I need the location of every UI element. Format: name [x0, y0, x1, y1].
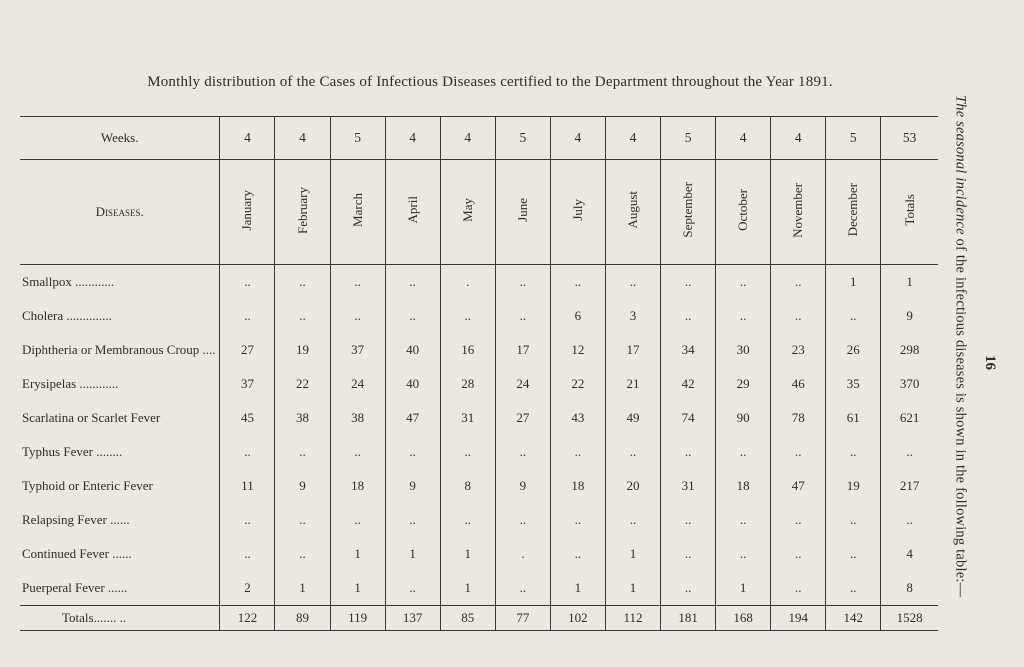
table-cell: ..: [550, 435, 605, 469]
table-cell: ..: [275, 435, 330, 469]
table-cell: ..: [330, 265, 385, 300]
total-cell: 181: [661, 606, 716, 631]
table-cell: ..: [661, 537, 716, 571]
table-row: [20, 299, 938, 333]
table-cell: 370: [881, 367, 938, 401]
column-header: September: [680, 182, 696, 238]
table-cell: 16: [440, 333, 495, 367]
table-cell: 298: [881, 333, 938, 367]
table-cell: ..: [716, 299, 771, 333]
table-cell: 9: [275, 469, 330, 503]
disease-name: Puerperal Fever ......: [20, 571, 220, 606]
weeks-cell: 4: [220, 117, 275, 160]
column-header: April: [404, 196, 420, 224]
table-cell: ..: [771, 299, 826, 333]
table-cell: 49: [605, 401, 660, 435]
total-cell: 112: [605, 606, 660, 631]
table-cell: 6: [550, 299, 605, 333]
table-cell: 38: [275, 401, 330, 435]
table-cell: 9: [881, 299, 938, 333]
table-cell: ..: [440, 299, 495, 333]
diseases-label: Diseases.: [20, 160, 220, 265]
weeks-cell: 5: [661, 117, 716, 160]
weeks-cell: 5: [495, 117, 550, 160]
table-cell: 74: [661, 401, 716, 435]
table-cell: ..: [275, 265, 330, 300]
table-cell: ..: [716, 537, 771, 571]
table-cell: 18: [330, 469, 385, 503]
table-cell: 30: [716, 333, 771, 367]
table-cell: ..: [826, 537, 881, 571]
table-cell: ..: [385, 435, 440, 469]
table-cell: 3: [605, 299, 660, 333]
table-cell: ..: [826, 571, 881, 606]
table-cell: 9: [385, 469, 440, 503]
table-cell: ..: [385, 503, 440, 537]
table-cell: ..: [771, 537, 826, 571]
table-cell: ..: [550, 503, 605, 537]
table-cell: ..: [550, 265, 605, 300]
disease-table: [20, 116, 938, 631]
table-cell: 42: [661, 367, 716, 401]
column-header: January: [239, 189, 255, 231]
disease-name: Erysipelas ............: [22, 376, 119, 391]
table-cell: ..: [275, 299, 330, 333]
table-cell: 31: [440, 401, 495, 435]
table-cell: ..: [716, 265, 771, 300]
weeks-cell: 4: [550, 117, 605, 160]
disease-name: Smallpox ............: [22, 274, 115, 289]
page-number: 16: [982, 355, 998, 370]
table-cell: ..: [716, 435, 771, 469]
table-cell: 19: [275, 333, 330, 367]
weeks-cell: 5: [330, 117, 385, 160]
table-cell: ..: [495, 503, 550, 537]
table-cell: 17: [495, 333, 550, 367]
table-cell: 22: [275, 367, 330, 401]
weeks-label: Weeks.: [20, 117, 220, 160]
table-cell: 1: [330, 571, 385, 606]
table-cell: ..: [716, 503, 771, 537]
weeks-cell: 4: [440, 117, 495, 160]
table-cell: 18: [716, 469, 771, 503]
table-cell: 21: [605, 367, 660, 401]
table-cell: ..: [495, 435, 550, 469]
table-cell: ..: [495, 265, 550, 300]
table-row: [20, 503, 938, 537]
table-cell: 40: [385, 333, 440, 367]
total-cell: 122: [220, 606, 275, 631]
table-cell: ..: [440, 435, 495, 469]
table-cell: ..: [661, 435, 716, 469]
table-cell: 9: [495, 469, 550, 503]
table-cell: 1: [605, 571, 660, 606]
table-cell: 11: [220, 469, 275, 503]
table-cell: 8: [881, 571, 938, 606]
total-cell: 85: [440, 606, 495, 631]
table-cell: 1: [881, 265, 938, 300]
table-row: [20, 571, 938, 606]
table-body: [20, 265, 938, 606]
table-cell: 35: [826, 367, 881, 401]
table-cell: ..: [220, 503, 275, 537]
table-cell: 1: [550, 571, 605, 606]
table-cell: ..: [220, 265, 275, 300]
table-cell: ..: [605, 435, 660, 469]
table-cell: 29: [716, 367, 771, 401]
column-header: Totals: [901, 194, 917, 226]
table-cell: 1: [385, 537, 440, 571]
table-cell: 1: [605, 537, 660, 571]
total-cell: 102: [550, 606, 605, 631]
table-cell: 1: [275, 571, 330, 606]
table-row: [20, 435, 938, 469]
table-cell: 1: [330, 537, 385, 571]
table-cell: .: [495, 537, 550, 571]
table-cell: 31: [661, 469, 716, 503]
table-cell: 61: [826, 401, 881, 435]
totals-row: [20, 606, 938, 631]
table-cell: 26: [826, 333, 881, 367]
table-cell: ..: [771, 571, 826, 606]
table-cell: ..: [275, 503, 330, 537]
table-cell: 40: [385, 367, 440, 401]
total-cell: 119: [330, 606, 385, 631]
weeks-cell: 4: [716, 117, 771, 160]
table-cell: ..: [771, 435, 826, 469]
column-header: February: [294, 186, 310, 234]
table-cell: 27: [220, 333, 275, 367]
table-cell: ..: [881, 435, 938, 469]
table-cell: 90: [716, 401, 771, 435]
table-cell: ..: [826, 435, 881, 469]
disease-name: Diphtheria or Membranous Croup ....: [22, 342, 216, 357]
table-cell: ..: [220, 537, 275, 571]
table-cell: 621: [881, 401, 938, 435]
table-cell: ..: [605, 503, 660, 537]
total-cell: 89: [275, 606, 330, 631]
column-header: August: [624, 191, 640, 229]
table-cell: ..: [220, 435, 275, 469]
table-cell: 1: [826, 265, 881, 300]
table-cell: ..: [385, 571, 440, 606]
table-cell: ..: [330, 435, 385, 469]
table-cell: 23: [771, 333, 826, 367]
table-cell: ..: [330, 299, 385, 333]
table-cell: 28: [440, 367, 495, 401]
total-cell: 1528: [881, 606, 938, 631]
table-cell: 27: [495, 401, 550, 435]
table-cell: ..: [495, 299, 550, 333]
table-cell: 47: [771, 469, 826, 503]
table-cell: .: [440, 265, 495, 300]
table-cell: 43: [550, 401, 605, 435]
table-cell: 1: [716, 571, 771, 606]
table-row: [20, 469, 938, 503]
disease-name: Relapsing Fever ......: [22, 512, 130, 527]
table-cell: ..: [826, 503, 881, 537]
column-header: December: [845, 183, 861, 237]
table-cell: 46: [771, 367, 826, 401]
table-cell: 2: [220, 571, 275, 606]
table-cell: ..: [771, 503, 826, 537]
table-row: [20, 333, 938, 367]
table-cell: ..: [661, 265, 716, 300]
table-cell: 217: [881, 469, 938, 503]
disease-name: Typhoid or Enteric Fever: [22, 478, 153, 493]
disease-name: Continued Fever ......: [22, 546, 132, 561]
column-header: May: [459, 198, 475, 222]
table-row: [20, 367, 938, 401]
table-cell: ..: [275, 537, 330, 571]
table-cell: ..: [220, 299, 275, 333]
side-note-italic: The seasonal incidence: [952, 94, 969, 235]
total-cell: 142: [826, 606, 881, 631]
table-cell: ..: [881, 503, 938, 537]
table-cell: ..: [771, 265, 826, 300]
disease-name: Scarlatina or Scarlet Fever: [22, 410, 161, 425]
weeks-cell: 4: [385, 117, 440, 160]
weeks-cell: 4: [605, 117, 660, 160]
table-cell: ..: [550, 537, 605, 571]
weeks-cell: 4: [771, 117, 826, 160]
table-cell: ..: [661, 299, 716, 333]
table-cell: 1: [440, 537, 495, 571]
table-cell: 12: [550, 333, 605, 367]
table-cell: ..: [495, 571, 550, 606]
table-cell: ..: [330, 503, 385, 537]
weeks-row: [20, 117, 938, 160]
table-cell: 37: [330, 333, 385, 367]
disease-name: Cholera ..............: [22, 308, 112, 323]
table-cell: 20: [605, 469, 660, 503]
table-cell: 8: [440, 469, 495, 503]
table-cell: ..: [440, 503, 495, 537]
table-cell: ..: [605, 265, 660, 300]
table-cell: ..: [826, 299, 881, 333]
table-cell: 17: [605, 333, 660, 367]
column-header: March: [349, 193, 365, 227]
table-cell: ..: [385, 299, 440, 333]
disease-name: Typhus Fever ........: [22, 444, 123, 459]
total-cell: 168: [716, 606, 771, 631]
column-header: June: [514, 198, 530, 222]
totals-label: Totals....... ..: [20, 606, 220, 631]
table-cell: 24: [495, 367, 550, 401]
table-cell: 34: [661, 333, 716, 367]
table-cell: 18: [550, 469, 605, 503]
column-header: October: [735, 189, 751, 231]
table-cell: 24: [330, 367, 385, 401]
table-cell: 38: [330, 401, 385, 435]
weeks-cell: 4: [275, 117, 330, 160]
table-cell: 22: [550, 367, 605, 401]
table-cell: ..: [661, 503, 716, 537]
table-cell: ..: [385, 265, 440, 300]
column-header: November: [790, 182, 806, 238]
table-cell: 78: [771, 401, 826, 435]
total-cell: 137: [385, 606, 440, 631]
table-cell: 37: [220, 367, 275, 401]
table-cell: 47: [385, 401, 440, 435]
side-note-text: of the infectious diseases is shown in the following table:—: [952, 234, 969, 598]
column-header-row: [20, 160, 938, 265]
table-cell: 19: [826, 469, 881, 503]
table-row: [20, 537, 938, 571]
table-row: [20, 401, 938, 435]
table-cell: 4: [881, 537, 938, 571]
table-row: [20, 265, 938, 300]
side-note: [944, 56, 976, 636]
table-cell: ..: [661, 571, 716, 606]
total-cell: 194: [771, 606, 826, 631]
table-title: Monthly distribution of the Cases of Infectious Diseases certified to the Department throughout the Year 1891.: [147, 74, 833, 90]
table-cell: 45: [220, 401, 275, 435]
total-cell: 77: [495, 606, 550, 631]
weeks-cell: 5: [826, 117, 881, 160]
weeks-cell: 53: [881, 117, 938, 160]
column-header: July: [569, 199, 585, 221]
table-cell: 1: [440, 571, 495, 606]
